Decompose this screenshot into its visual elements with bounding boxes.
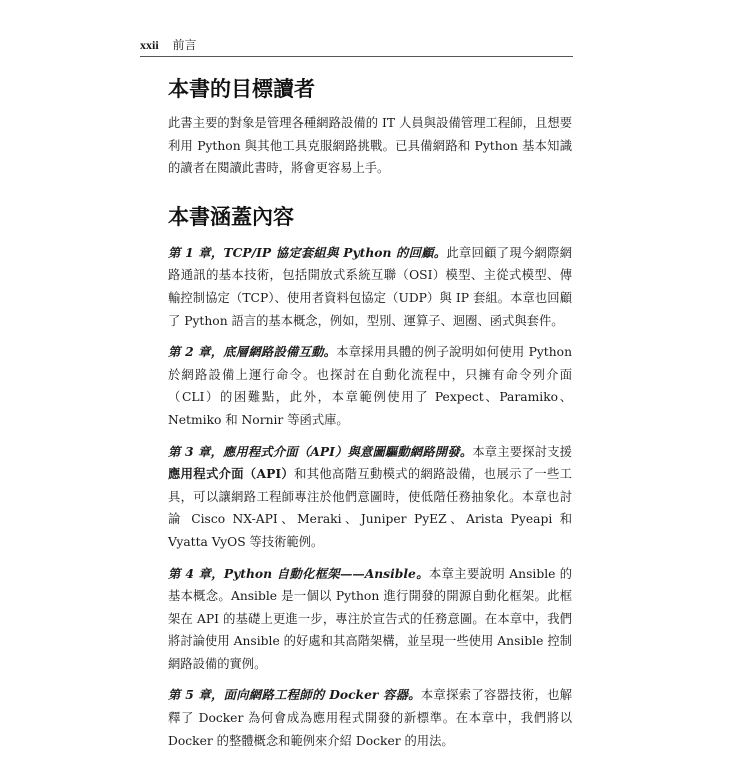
chapter-4-summary (168, 563, 572, 676)
chapter-3-title: 第 3 章，應用程式介面（API）與意圖驅動網路開發。 (168, 443, 473, 459)
page-content (168, 74, 572, 761)
coverage-heading: 本書涵蓋內容 (168, 204, 294, 229)
page-number: xxii (140, 38, 159, 52)
section-title: 前言 (172, 38, 197, 52)
chapter-2-body: 本章採用具體的例子說明如何使用 Python 於網路設備上運行命令。也探討在自動化流程中，只擁有命令列介面（CLI）的困難點，此外，本章範例使用了 Pexpect、Paramiko、Netmiko 和 Nornir 等函式庫。 (168, 345, 572, 427)
chapter-2-title: 第 2 章，底層網路設備互動。 (168, 344, 337, 360)
chapter-3-summary (168, 441, 572, 554)
audience-heading: 本書的目標讀者 (168, 77, 315, 101)
chapter-1-body: 此章回顧了現今網際網路通訊的基本技術，包括開放式系統互聯（OSI）模型、主從式模型、傳輸控制協定（TCP）、使用者資料包協定（UDP）與 IP 套組。本章也回顧了 Python 語言的基本概念，例如，型別、運算子、迴圈、函式與套件。 (168, 245, 572, 328)
chapter-3-body: 和其他高階互動模式的網路設備，也展示了一些工具，可以讓網路工程師專注於他們意圖時，使低階任務抽象化。本章也討論 Cisco NX-API、Meraki、Juniper PyEZ、Arista Pyeapi 和 Vyatta VyOS 等技術範例。 (168, 467, 572, 549)
chapter-1-title: 第 1 章，TCP/IP 協定套組與 Python 的回顧。 (168, 244, 447, 260)
audience-paragraph: 此書主要的對象是管理各種網路設備的 IT 人員與設備管理工程師，且想要利用 Python 與其他工具克服網路挑戰。已具備網路和 Python 基本知識的讀者在閱讀此書時，將會更容易上手。 (168, 116, 572, 176)
chapter-3-bold-term: 應用程式介面（API） (168, 466, 295, 482)
page-header (140, 38, 573, 56)
chapter-5-body: 本章探索了容器技術，也解釋了 Docker 為何會成為應用程式開發的新標準。在本章中，我們將以 Docker 的整體概念和範例來介紹 Docker 的用法。 (168, 688, 572, 748)
chapter-5-title: 第 5 章，面向網路工程師的 Docker 容器。 (168, 687, 421, 703)
header-rule (140, 56, 573, 57)
chapter-4-title: 第 4 章，Python 自動化框架——Ansible。 (168, 565, 429, 581)
chapter-3-intro: 本章主要探討支援 (472, 444, 572, 459)
chapter-2-summary (168, 341, 572, 431)
chapter-4-body: 本章主要說明 Ansible 的基本概念。Ansible 是一個以 Python 進行開發的開源自動化框架。此框架在 API 的基礎上更進一步，專注於宣告式的任務意圖。在本章中，我們將討論使用 Ansible 的好處和其高階架構，並呈現一些使用 Ansible 控制網路設備的實例。 (168, 566, 572, 671)
chapter-5-summary (168, 684, 572, 752)
chapter-1-summary (168, 242, 572, 332)
